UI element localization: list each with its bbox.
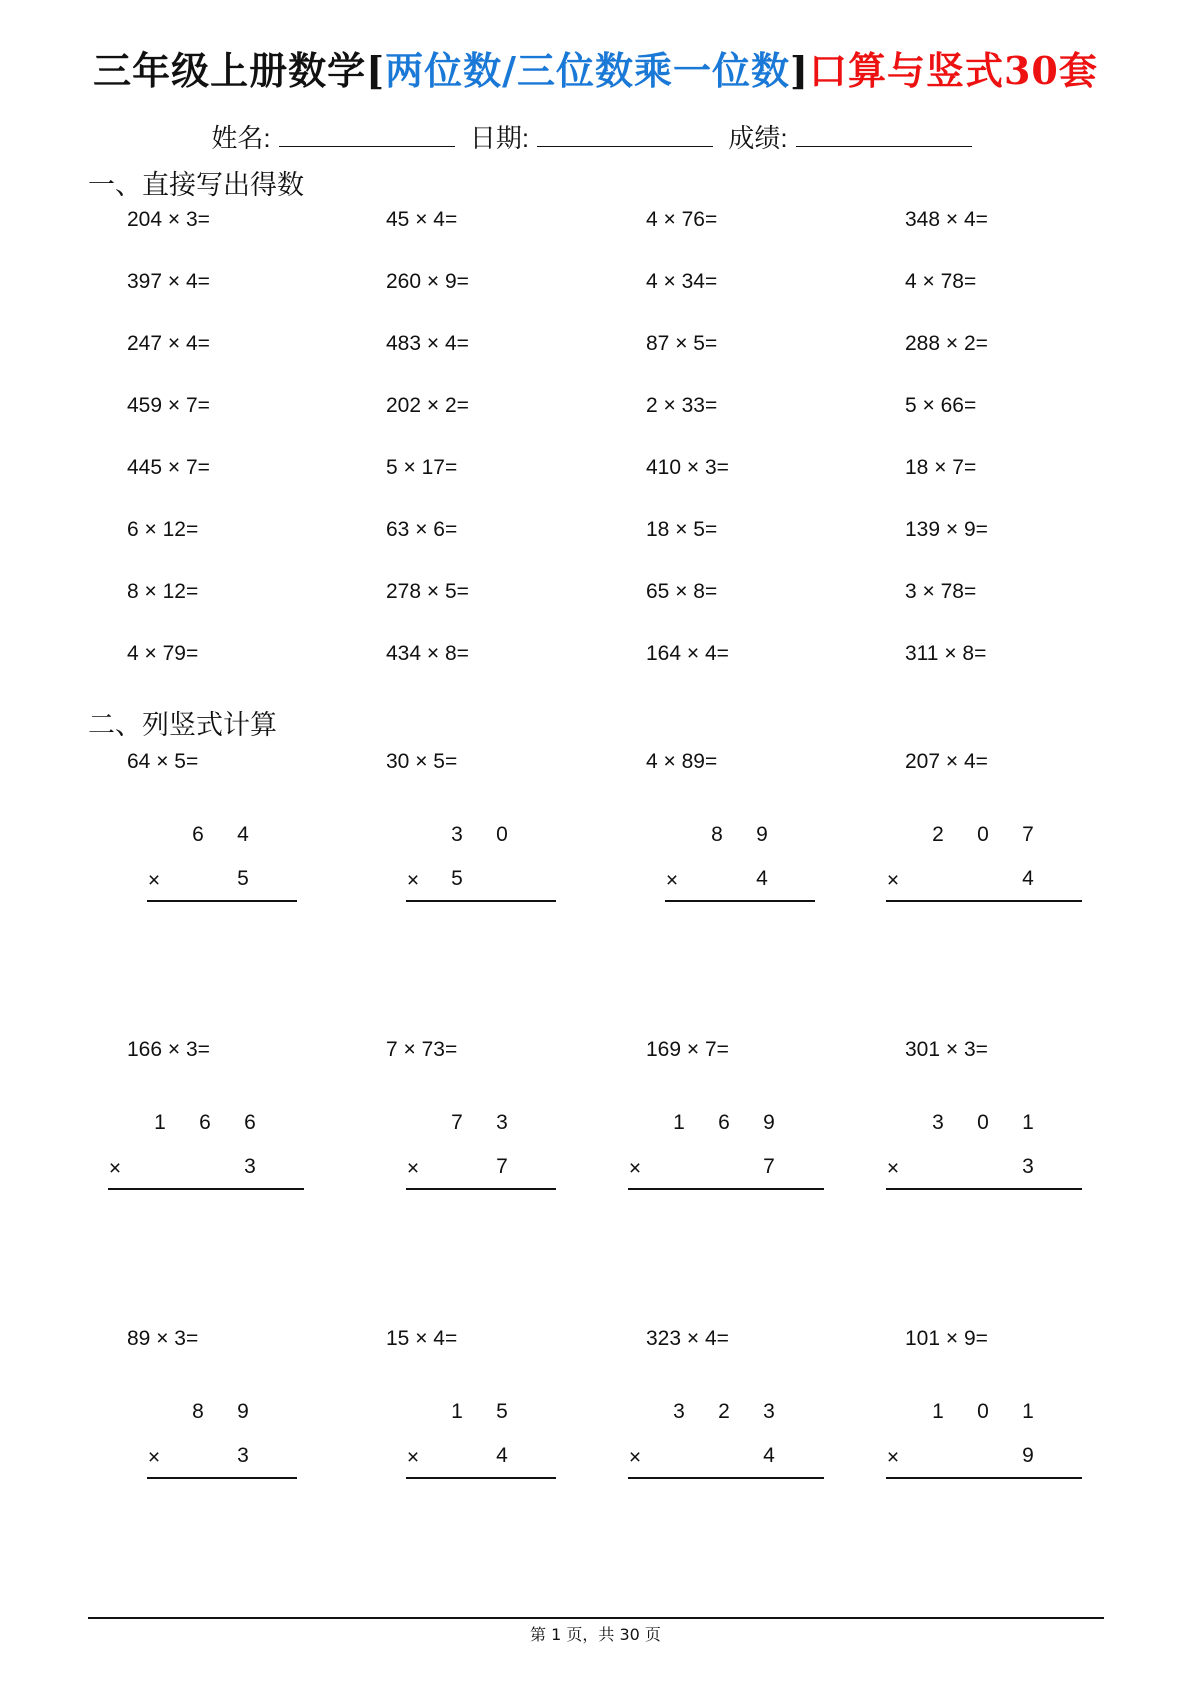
multiplicand-digit: 0 <box>977 1111 989 1134</box>
multiplicand-digit: 0 <box>977 823 989 846</box>
vertical-problem-label: 207 × 4= <box>905 750 988 773</box>
oral-problem: 5 × 66= <box>905 394 977 417</box>
footer-divider <box>88 1617 1104 1619</box>
multiplicand-digit: 9 <box>763 1111 775 1134</box>
multiplicand-digit: 1 <box>932 1400 944 1423</box>
oral-problem: 204 × 3= <box>127 208 210 231</box>
page-number: 第 1 页，共 30 页 <box>530 1625 661 1644</box>
score-label: 成绩: <box>728 123 788 153</box>
answer-line <box>886 1188 1082 1190</box>
oral-problem: 348 × 4= <box>905 208 988 231</box>
multiplicand-digit: 1 <box>154 1111 166 1134</box>
name-label: 姓名: <box>211 123 271 153</box>
multiplicand-digit: 3 <box>763 1400 775 1423</box>
multiplicand-digit: 8 <box>711 823 723 846</box>
student-info-line <box>0 118 1191 155</box>
vertical-problem-label: 30 × 5= <box>386 750 458 773</box>
section-1-heading: 一、直接写出得数 <box>88 170 304 200</box>
page-title <box>0 40 1191 95</box>
oral-problem: 6 × 12= <box>127 518 199 541</box>
oral-problem: 65 × 8= <box>646 580 718 603</box>
date-label: 日期: <box>469 123 530 153</box>
oral-problem: 87 × 5= <box>646 332 718 355</box>
multiplicand-digit: 3 <box>932 1111 944 1134</box>
section-2-heading: 二、列竖式计算 <box>88 710 277 740</box>
multiplier-digit: 4 <box>1022 867 1034 890</box>
vertical-problem-label: 323 × 4= <box>646 1327 729 1350</box>
oral-problem: 45 × 4= <box>386 208 458 231</box>
multiplicand-digit: 1 <box>673 1111 685 1134</box>
title-part-topic: 两位数/三位数乘一位数 <box>385 48 790 93</box>
multiplicand-digit: 1 <box>1022 1400 1034 1423</box>
answer-line <box>665 900 815 902</box>
vertical-problem-label: 101 × 9= <box>905 1327 988 1350</box>
multiplicand-digit: 7 <box>1022 823 1034 846</box>
multiplicand-digit: 4 <box>237 823 249 846</box>
times-sign-icon: × <box>886 1157 900 1180</box>
oral-problem: 4 × 79= <box>127 642 199 665</box>
oral-problem: 164 × 4= <box>646 642 729 665</box>
multiplicand-digit: 6 <box>244 1111 256 1134</box>
oral-problem: 4 × 76= <box>646 208 718 231</box>
multiplier-digit: 3 <box>237 1444 249 1467</box>
times-sign-icon: × <box>886 1446 900 1469</box>
multiplicand-digit: 3 <box>451 823 463 846</box>
oral-problem: 139 × 9= <box>905 518 988 541</box>
multiplicand-digit: 6 <box>199 1111 211 1134</box>
oral-problem: 2 × 33= <box>646 394 718 417</box>
multiplicand-digit: 6 <box>192 823 204 846</box>
answer-line <box>108 1188 304 1190</box>
oral-problem: 445 × 7= <box>127 456 210 479</box>
oral-problem: 4 × 34= <box>646 270 718 293</box>
oral-problem: 278 × 5= <box>386 580 469 603</box>
oral-problem: 410 × 3= <box>646 456 729 479</box>
oral-problem: 202 × 2= <box>386 394 469 417</box>
multiplier-digit: 5 <box>237 867 249 890</box>
vertical-problem-label: 301 × 3= <box>905 1038 988 1061</box>
times-sign-icon: × <box>665 869 679 892</box>
multiplicand-digit: 1 <box>451 1400 463 1423</box>
title-part-bracket: ] <box>790 48 809 93</box>
date-field[interactable] <box>537 124 713 147</box>
answer-line <box>886 1477 1082 1479</box>
multiplicand-digit: 1 <box>1022 1111 1034 1134</box>
times-sign-icon: × <box>886 869 900 892</box>
multiplicand-digit: 8 <box>192 1400 204 1423</box>
multiplier-digit: 5 <box>451 867 463 890</box>
oral-problem: 18 × 7= <box>905 456 977 479</box>
oral-problem: 434 × 8= <box>386 642 469 665</box>
multiplicand-digit: 7 <box>451 1111 463 1134</box>
oral-problem: 8 × 12= <box>127 580 199 603</box>
times-sign-icon: × <box>406 869 420 892</box>
multiplicand-digit: 9 <box>756 823 768 846</box>
oral-problem: 483 × 4= <box>386 332 469 355</box>
multiplier-digit: 4 <box>756 867 768 890</box>
multiplier-digit: 7 <box>763 1155 775 1178</box>
oral-problem: 247 × 4= <box>127 332 210 355</box>
multiplicand-digit: 2 <box>932 823 944 846</box>
answer-line <box>886 900 1082 902</box>
oral-problem: 18 × 5= <box>646 518 718 541</box>
answer-line <box>406 900 556 902</box>
multiplier-digit: 3 <box>244 1155 256 1178</box>
answer-line <box>628 1188 824 1190</box>
oral-problem: 459 × 7= <box>127 394 210 417</box>
answer-line <box>147 1477 297 1479</box>
multiplicand-digit: 5 <box>496 1400 508 1423</box>
times-sign-icon: × <box>406 1446 420 1469</box>
multiplicand-digit: 0 <box>977 1400 989 1423</box>
oral-problem: 63 × 6= <box>386 518 458 541</box>
answer-line <box>628 1477 824 1479</box>
vertical-problem-label: 89 × 3= <box>127 1327 199 1350</box>
oral-problem: 311 × 8= <box>905 642 987 665</box>
answer-line <box>406 1188 556 1190</box>
times-sign-icon: × <box>147 1446 161 1469</box>
vertical-problem-label: 4 × 89= <box>646 750 718 773</box>
multiplier-digit: 4 <box>496 1444 508 1467</box>
multiplier-digit: 3 <box>1022 1155 1034 1178</box>
multiplier-digit: 7 <box>496 1155 508 1178</box>
oral-problem: 4 × 78= <box>905 270 977 293</box>
multiplicand-digit: 6 <box>718 1111 730 1134</box>
vertical-problem-label: 15 × 4= <box>386 1327 458 1350</box>
vertical-problem-label: 64 × 5= <box>127 750 199 773</box>
multiplicand-digit: 2 <box>718 1400 730 1423</box>
answer-line <box>147 900 297 902</box>
vertical-problem-label: 169 × 7= <box>646 1038 729 1061</box>
multiplier-digit: 4 <box>763 1444 775 1467</box>
oral-problem: 288 × 2= <box>905 332 988 355</box>
score-field[interactable] <box>796 124 972 147</box>
oral-problem: 397 × 4= <box>127 270 210 293</box>
multiplicand-digit: 3 <box>496 1111 508 1134</box>
oral-problem: 260 × 9= <box>386 270 469 293</box>
oral-problem: 5 × 17= <box>386 456 458 479</box>
multiplicand-digit: 3 <box>673 1400 685 1423</box>
times-sign-icon: × <box>406 1157 420 1180</box>
times-sign-icon: × <box>108 1157 122 1180</box>
title-part-set: 口算与竖式30套 <box>808 48 1098 93</box>
times-sign-icon: × <box>628 1157 642 1180</box>
title-part-grade: 三年级上册数学[ <box>93 48 386 93</box>
oral-problem: 3 × 78= <box>905 580 977 603</box>
multiplier-digit: 9 <box>1022 1444 1034 1467</box>
multiplicand-digit: 9 <box>237 1400 249 1423</box>
answer-line <box>406 1477 556 1479</box>
vertical-problem-label: 166 × 3= <box>127 1038 210 1061</box>
name-field[interactable] <box>279 124 455 147</box>
times-sign-icon: × <box>628 1446 642 1469</box>
multiplicand-digit: 0 <box>496 823 508 846</box>
times-sign-icon: × <box>147 869 161 892</box>
vertical-problem-label: 7 × 73= <box>386 1038 458 1061</box>
